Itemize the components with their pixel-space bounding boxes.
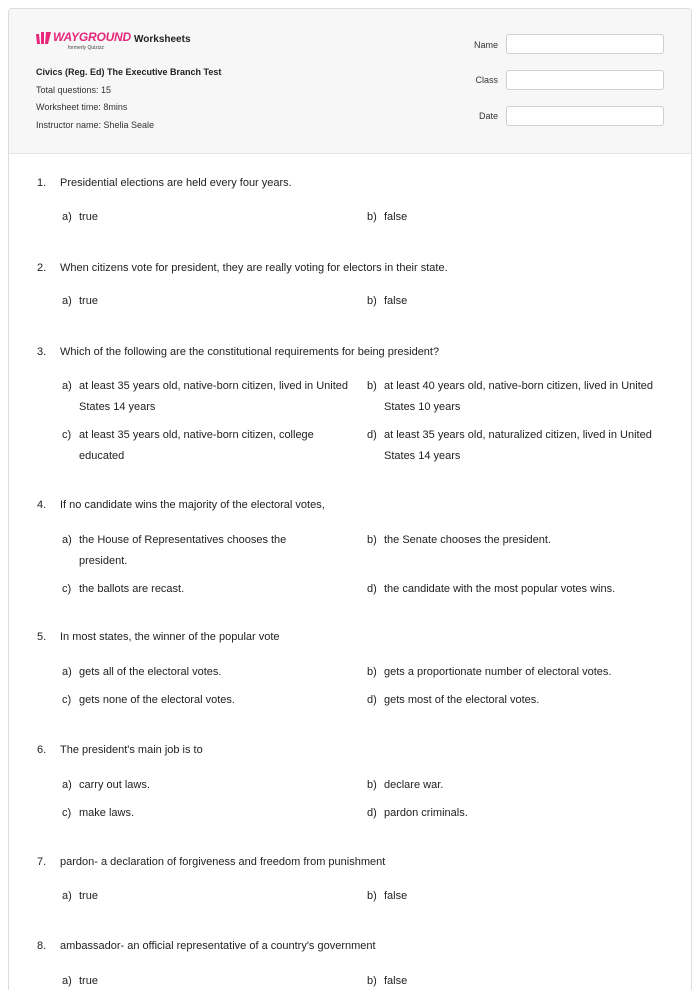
option-text: gets all of the electoral votes. xyxy=(79,666,222,678)
option-text: the ballots are recast. xyxy=(79,583,185,595)
option-letter: a) xyxy=(62,211,72,223)
worksheet-page xyxy=(8,8,692,990)
option-letter: b) xyxy=(367,380,377,392)
worksheet-header xyxy=(9,9,691,154)
option-text: make laws. xyxy=(79,807,135,819)
option-letter: b) xyxy=(367,890,377,902)
option-letter: a) xyxy=(62,779,72,791)
option-letter: b) xyxy=(367,295,377,307)
question-number: 2. xyxy=(37,262,47,274)
option-letter: a) xyxy=(62,295,72,307)
worksheet-title: Civics (Reg. Ed) The Executive Branch Test xyxy=(36,67,222,77)
question-text: pardon- a declaration of forgiveness and freedom from punishment xyxy=(60,856,386,868)
question-number: 4. xyxy=(37,499,47,511)
question-text: If no candidate wins the majority of the electoral votes, xyxy=(60,499,325,511)
option-letter: d) xyxy=(367,694,377,706)
option-letter: b) xyxy=(367,975,377,987)
option-text: true xyxy=(79,295,98,307)
option-letter: d) xyxy=(367,583,377,595)
total-questions: Total questions: 15 xyxy=(36,85,112,95)
option-text: at least 40 years old, native-born citizen, lived in United States 10 years xyxy=(384,380,654,413)
option-text: the House of Representatives chooses the president. xyxy=(79,534,287,567)
option-letter: a) xyxy=(62,975,72,987)
option-text: gets a proportionate number of electoral votes. xyxy=(384,666,612,678)
option-letter: a) xyxy=(62,534,72,546)
option-letter: a) xyxy=(62,890,72,902)
class-label: Class xyxy=(475,75,498,85)
option-text: at least 35 years old, naturalized citizen, lived in United States 14 years xyxy=(384,429,652,462)
option-letter: a) xyxy=(62,666,72,678)
name-field[interactable] xyxy=(506,34,664,54)
wayground-logo-icon xyxy=(36,32,52,44)
question-text: Presidential elections are held every four years. xyxy=(60,177,292,189)
option-text: false xyxy=(384,975,408,987)
option-text: gets most of the electoral votes. xyxy=(384,694,540,706)
option-letter: b) xyxy=(367,534,377,546)
option-text: false xyxy=(384,211,408,223)
option-text: carry out laws. xyxy=(79,779,150,791)
option-letter: b) xyxy=(367,666,377,678)
option-letter: c) xyxy=(62,807,72,819)
class-field[interactable] xyxy=(506,70,664,90)
option-letter: d) xyxy=(367,429,377,441)
question-text: In most states, the winner of the popular vote xyxy=(60,631,280,643)
option-letter: c) xyxy=(62,429,72,441)
question-number: 6. xyxy=(37,744,47,756)
name-label: Name xyxy=(473,40,498,50)
option-text: at least 35 years old, native-born citizen, college educated xyxy=(79,429,314,462)
option-text: true xyxy=(79,975,98,987)
option-letter: c) xyxy=(62,694,72,706)
instructor-name: Instructor name: Shelia Seale xyxy=(36,120,155,130)
option-text: true xyxy=(79,211,98,223)
option-letter: b) xyxy=(367,779,377,791)
date-label: Date xyxy=(478,111,498,121)
question-number: 7. xyxy=(37,856,47,868)
option-text: true xyxy=(79,890,98,902)
question-text: ambassador- an official representative of a country's government xyxy=(60,940,376,952)
option-text: gets none of the electoral votes. xyxy=(79,694,235,706)
question-text: Which of the following are the constitutional requirements for being president? xyxy=(60,346,440,358)
option-text: declare war. xyxy=(384,779,444,791)
logo-subtext: formerly Quizizz xyxy=(68,45,104,51)
question-text: The president's main job is to xyxy=(60,744,203,756)
logo-wordmark: WAYGROUND xyxy=(53,30,131,44)
option-text: the Senate chooses the president. xyxy=(384,534,551,546)
question-number: 1. xyxy=(37,177,47,189)
question-number: 8. xyxy=(37,940,47,952)
option-text: at least 35 years old, native-born citizen, lived in United States 14 years xyxy=(79,380,349,413)
app-name: Worksheets xyxy=(134,34,191,45)
option-letter: c) xyxy=(62,583,72,595)
question-number: 5. xyxy=(37,631,47,643)
date-field[interactable] xyxy=(506,106,664,126)
question-number: 3. xyxy=(37,346,47,358)
question-text: When citizens vote for president, they are really voting for electors in their state. xyxy=(60,262,448,274)
option-letter: b) xyxy=(367,211,377,223)
option-text: the candidate with the most popular votes wins. xyxy=(384,583,616,595)
worksheet-time: Worksheet time: 8mins xyxy=(36,102,128,112)
option-text: false xyxy=(384,890,408,902)
option-letter: a) xyxy=(62,380,72,392)
option-letter: d) xyxy=(367,807,377,819)
option-text: false xyxy=(384,295,408,307)
option-text: pardon criminals. xyxy=(384,807,468,819)
